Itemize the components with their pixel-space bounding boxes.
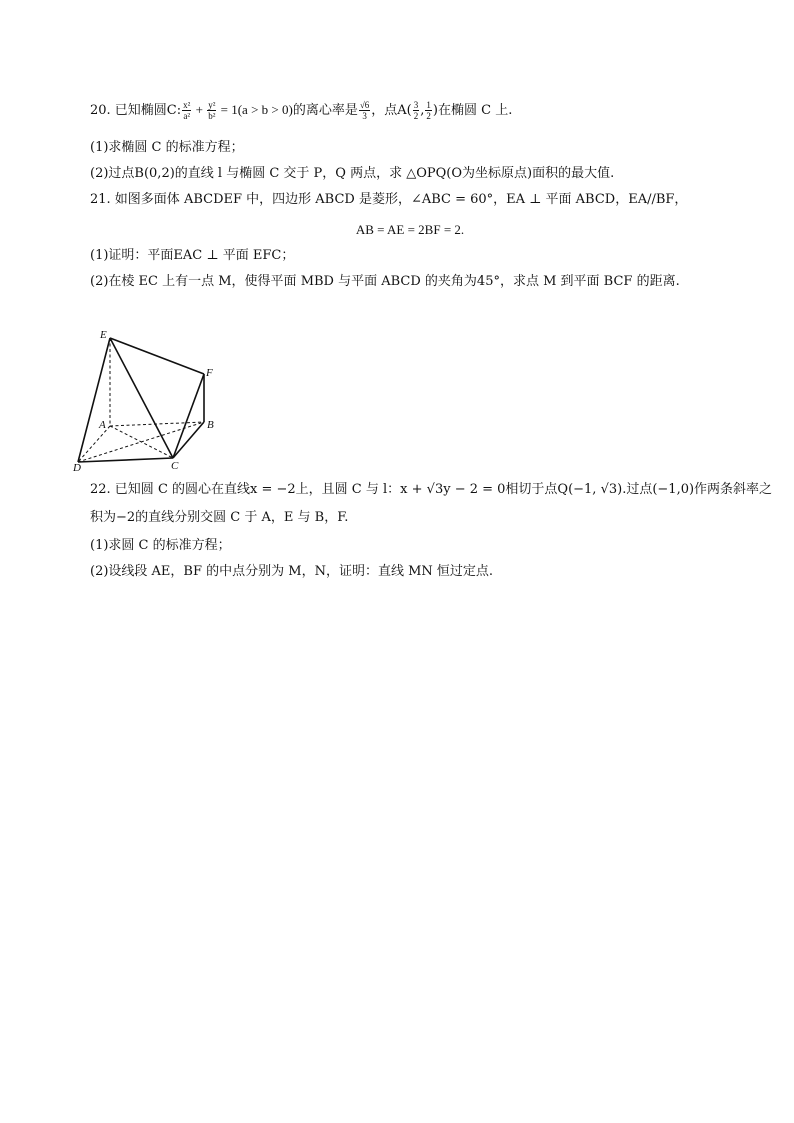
q22-part2: (2)设线段 AE，BF 的中点分别为 M，N，证明：直线 MN 恒过定点. xyxy=(90,564,494,579)
q20-part2: (2)过点B(0,2)的直线 l 与椭圆 C 交于 P，Q 两点，求 △OPQ(O为坐标原点)面积的最大值. xyxy=(90,166,615,181)
q20-lead: 20. 已知椭圆C: xyxy=(90,103,182,118)
label-F: F xyxy=(206,367,213,379)
eccentricity-fraction: $\frac{√6}{3}$ xyxy=(359,100,370,121)
q21-part2: (2)在棱 EC 上有一点 M，使得平面 MBD 与平面 ABCD 的夹角为45°，求点 M 到平面 BCF 的距离. xyxy=(90,274,680,289)
dashed-edge-AB xyxy=(110,422,204,426)
fraction-y2-b2: $\frac{\text{y²}}{\text{b²}}$ xyxy=(208,100,216,121)
polyhedron-figure xyxy=(70,322,240,472)
edge-EC xyxy=(110,338,173,458)
label-A: A xyxy=(99,419,106,431)
label-B: B xyxy=(207,419,214,431)
q21-stem-line2: AB = AE = 2BF = 2. xyxy=(355,222,465,237)
edge-FC xyxy=(173,374,204,458)
q20-stem: 20. 已知椭圆C: $\frac{\text{x²}}{\text{a²}}$ + $\frac{\text{y²}}{\text{b²}}$ = 1(a > b > 0)的离心率是 $\frac{√6}{3}$ ，点A( $\frac{3}{2}$ , $\frac{1}{2}$ )在椭圆 C 上. xyxy=(90,100,513,121)
point-x-fraction: $\frac{3}{2}$ xyxy=(413,100,419,121)
dashed-edge-DB xyxy=(78,422,204,462)
point-y-fraction: $\frac{1}{2}$ xyxy=(426,100,431,121)
fraction-x2-a2: $\frac{\text{x²}}{\text{a²}}$ xyxy=(183,100,191,121)
q22-stem-line2: 积为−2的直线分别交圆 C 于 A，E 与 B，F. xyxy=(90,510,349,525)
q21-stem-line1: 21. 如图多面体 ABCDEF 中，四边形 ABCD 是菱形，∠ABC = 60°，EA ⊥ 平面 ABCD，EA//BF， xyxy=(90,192,688,207)
label-D: D xyxy=(73,462,81,472)
q22-stem-line1: 22. 已知圆 C 的圆心在直线x = −2上，且圆 C 与 l：x + √3y − 2 = 0相切于点Q(−1, √3).过点(−1,0)作两条斜率之 xyxy=(90,482,773,497)
q21-part1: (1)证明：平面EAC ⊥ 平面 EFC； xyxy=(90,248,295,263)
label-E: E xyxy=(100,329,107,341)
label-C: C xyxy=(171,460,179,472)
q22-part1: (1)求圆 C 的标准方程； xyxy=(90,538,231,553)
edge-EF xyxy=(110,338,204,374)
q20-part1: (1)求椭圆 C 的标准方程； xyxy=(90,140,244,155)
edge-DC xyxy=(78,458,173,462)
